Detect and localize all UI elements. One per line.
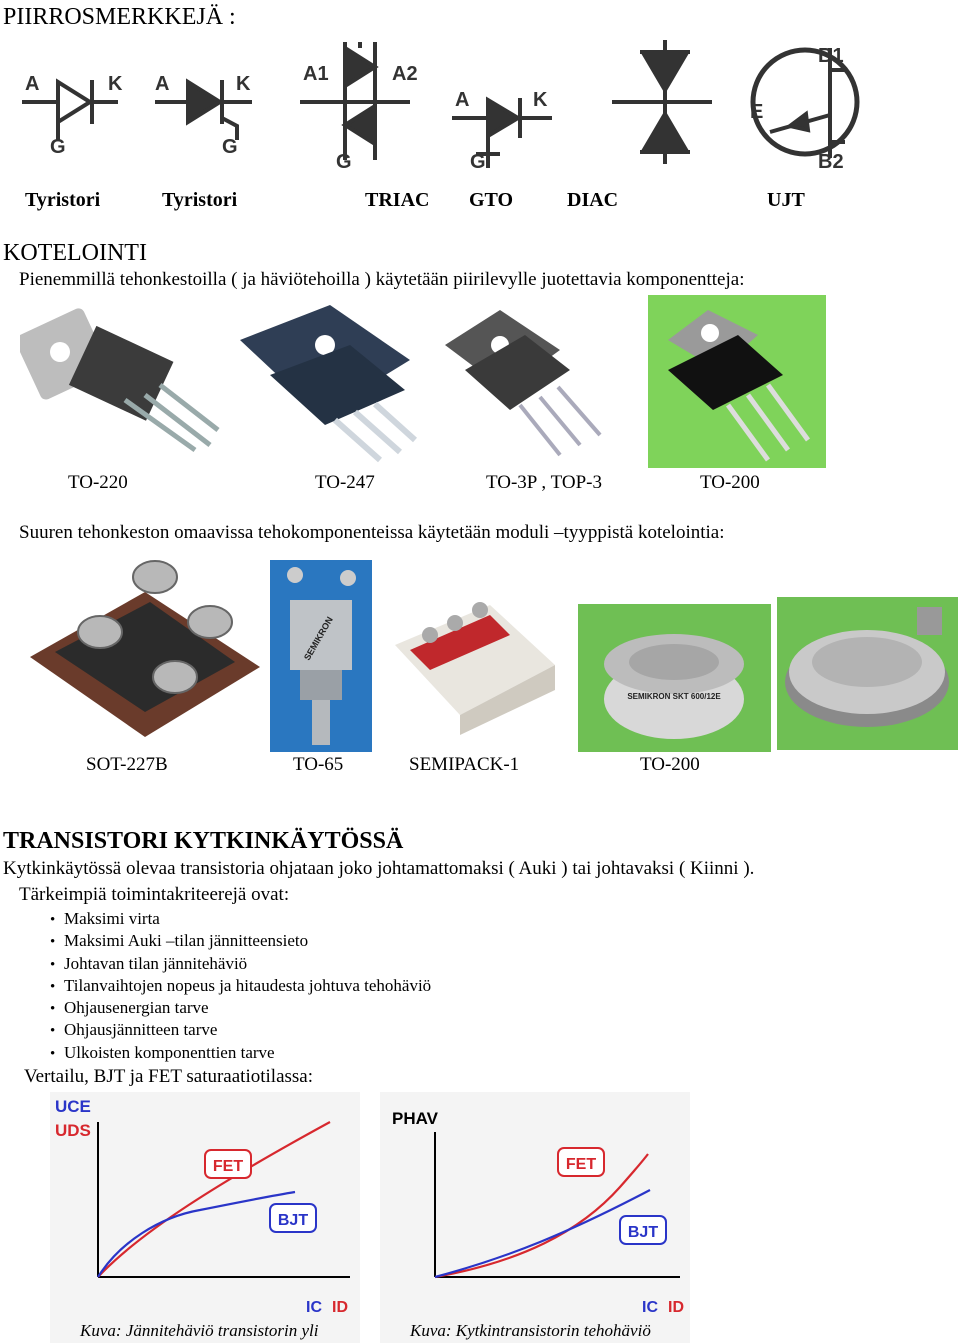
sot227b-image bbox=[25, 552, 265, 742]
symbol-label-thyristor-1: Tyristori bbox=[25, 189, 101, 211]
pin-label-e: E bbox=[750, 101, 764, 123]
package-label-semipack1: SEMIPACK-1 bbox=[409, 754, 520, 775]
voltage-drop-chart bbox=[50, 1092, 360, 1343]
package-label-to247: TO-247 bbox=[315, 472, 375, 493]
pin-label-k: K bbox=[533, 89, 548, 111]
skt-marking: SEMIKRON SKT 600/12E bbox=[627, 692, 721, 701]
package-label-to3p: TO-3P , TOP-3 bbox=[486, 472, 602, 493]
chart-caption: Kuva: Kytkintransistorin tehohäviö bbox=[410, 1321, 651, 1340]
comparison-title: Vertailu, BJT ja FET saturaatiotilassa: bbox=[24, 1066, 313, 1087]
fet-label: FET bbox=[565, 1156, 597, 1173]
pin-label-g: G bbox=[470, 151, 486, 173]
symbols-heading: PIIRROSMERKKEJÄ : bbox=[3, 4, 236, 30]
symbol-label-gto: GTO bbox=[469, 189, 514, 211]
package-label-sot227b: SOT-227B bbox=[86, 754, 168, 775]
pin-label-a: A bbox=[455, 89, 470, 111]
to200-image bbox=[648, 295, 826, 468]
package-label-to65: TO-65 bbox=[293, 754, 344, 775]
semipack1-image bbox=[390, 595, 560, 740]
pin-label-a1: A1 bbox=[303, 63, 329, 85]
to200-module-image-1 bbox=[578, 604, 771, 752]
pin-label-a: A bbox=[25, 73, 40, 95]
package-label-to200: TO-200 bbox=[700, 472, 760, 493]
thyristor-symbol-1 bbox=[25, 73, 123, 158]
module-intro: Suuren tehonkeston omaavissa tehokomponenteissa käytetään moduli –tyyppistä kotelointia: bbox=[19, 522, 725, 543]
list-item: • Maksimi Auki –tilan jännitteensieto bbox=[50, 930, 431, 952]
criteria-intro: Tärkeimpiä toimintakriteerejä ovat: bbox=[19, 884, 290, 905]
to3p-image bbox=[440, 305, 610, 465]
y-label-phav: PHAV bbox=[392, 1109, 438, 1128]
bjt-label: BJT bbox=[277, 1212, 309, 1229]
criteria-list bbox=[50, 908, 431, 1064]
list-item: • Maksimi virta bbox=[50, 908, 431, 930]
list-item: • Ohjausjännitteen tarve bbox=[50, 1019, 431, 1041]
symbol-label-diac: DIAC bbox=[567, 189, 619, 211]
pin-label-k: K bbox=[108, 73, 123, 95]
x-label-id: ID bbox=[332, 1299, 348, 1316]
pin-label-a: A bbox=[155, 73, 170, 95]
pin-label-b1: B1 bbox=[818, 45, 844, 67]
to65-image bbox=[270, 560, 372, 752]
x-label-ic: IC bbox=[306, 1299, 322, 1316]
pin-label-a2: A2 bbox=[392, 63, 418, 85]
fet-label: FET bbox=[212, 1158, 244, 1175]
to220-image bbox=[20, 300, 220, 470]
symbol-label-ujt: UJT bbox=[767, 189, 805, 211]
to247-image bbox=[230, 300, 420, 470]
x-label-id: ID bbox=[668, 1299, 684, 1316]
bjt-label: BJT bbox=[627, 1224, 659, 1241]
packaging-heading: KOTELOINTI bbox=[3, 240, 147, 266]
list-item: • Ulkoisten komponenttien tarve bbox=[50, 1042, 431, 1064]
pin-label-b2: B2 bbox=[818, 151, 844, 173]
y-label-uds: UDS bbox=[55, 1121, 91, 1140]
power-loss-chart bbox=[380, 1092, 690, 1343]
package-label-to220: TO-220 bbox=[68, 472, 128, 493]
pin-label-g: G bbox=[336, 151, 352, 173]
semikron-marking: SEMIKRON bbox=[301, 614, 335, 663]
list-item: • Ohjausenergian tarve bbox=[50, 997, 431, 1019]
symbol-label-thyristor-2: Tyristori bbox=[162, 189, 238, 211]
to200-module-image-2 bbox=[777, 597, 958, 750]
packaging-intro: Pienemmillä tehonkestoilla ( ja häviötehoilla ) käytetään piirilevylle juotettavia komponentteja: bbox=[19, 269, 745, 290]
x-label-ic: IC bbox=[642, 1299, 658, 1316]
symbol-label-triac: TRIAC bbox=[365, 189, 430, 211]
pin-label-k: K bbox=[236, 73, 251, 95]
pin-label-g: G bbox=[222, 136, 238, 158]
list-item: • Tilanvaihtojen nopeus ja hitaudesta johtuva tehohäviö bbox=[50, 975, 431, 997]
chart-caption: Kuva: Jännitehäviö transistorin yli bbox=[80, 1321, 319, 1340]
package-label-to200-module: TO-200 bbox=[640, 754, 700, 775]
symbols-row bbox=[0, 30, 960, 180]
list-item: • Johtavan tilan jännitehäviö bbox=[50, 953, 431, 975]
switching-text: Kytkinkäytössä olevaa transistoria ohjataan joko johtamattomaksi ( Auki ) tai johtavaksi ( Kiinni ). bbox=[3, 858, 755, 879]
pin-label-g: G bbox=[50, 136, 66, 158]
y-label-uce: UCE bbox=[55, 1097, 91, 1116]
switching-heading: TRANSISTORI KYTKINKÄYTÖSSÄ bbox=[3, 828, 404, 854]
